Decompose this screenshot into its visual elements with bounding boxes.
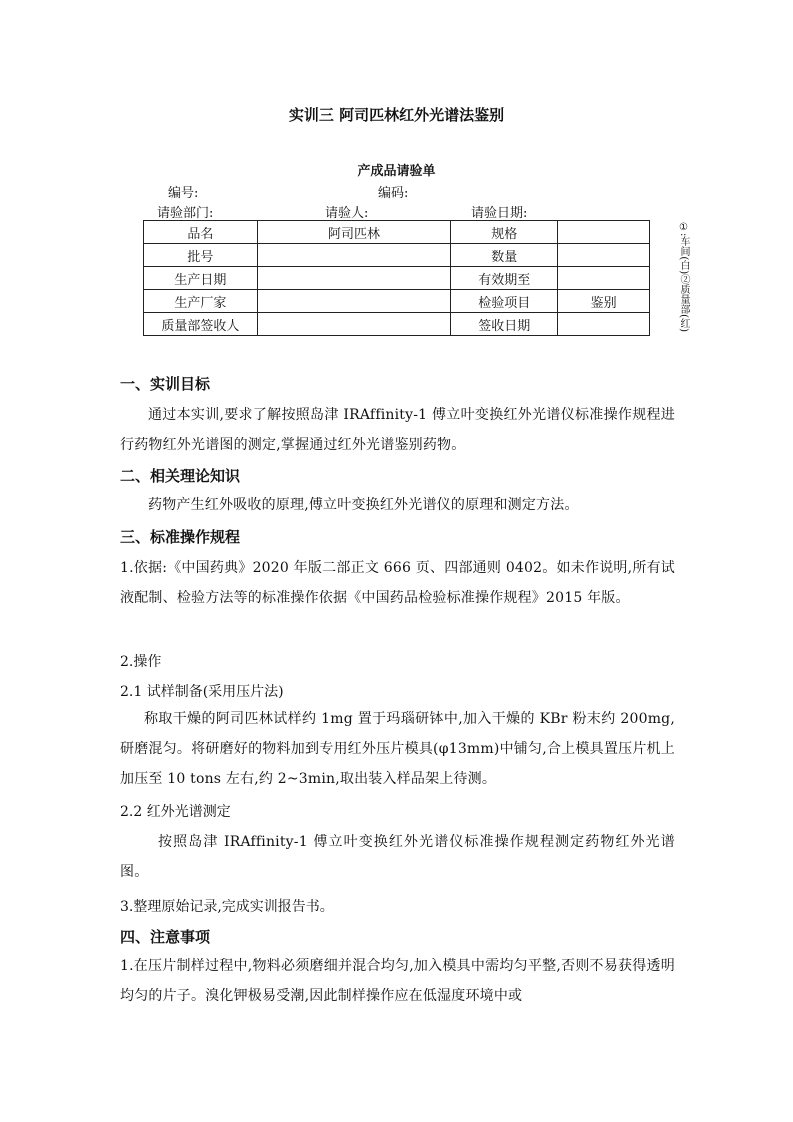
table-cell xyxy=(558,244,650,267)
request-date-label: 请验日期: xyxy=(471,206,528,221)
table-cell xyxy=(558,313,650,336)
table-cell xyxy=(257,244,451,267)
table-cell: 生产厂家 xyxy=(144,290,258,313)
table-cell xyxy=(558,221,650,244)
table-row xyxy=(144,221,650,244)
line-operation: 2.操作 xyxy=(120,654,162,670)
paragraph-ir-measurement: 按照岛津 IRAffinity-1 傅立叶变换红外光谱仪标准操作规程测定药物红外光谱图。 xyxy=(120,834,675,880)
table-cell xyxy=(257,267,451,290)
table-row xyxy=(144,313,650,336)
table-cell: 检验项目 xyxy=(451,290,558,313)
number-label: 编号: xyxy=(168,186,199,201)
code-label: 编码: xyxy=(378,186,409,201)
request-form-table xyxy=(143,220,650,336)
table-row xyxy=(144,290,650,313)
table-cell: 质量部签收人 xyxy=(144,313,258,336)
section-heading-procedure: 三、标准操作规程 xyxy=(120,528,241,546)
copy-distribution-note: ①:车间(白)②质量部(红) xyxy=(678,222,689,332)
table-cell xyxy=(257,290,451,313)
paragraph-objectives: 通过本实训,要求了解按照岛津 IRAffinity-1 傅立叶变换红外光谱仪标准操作规程进行药物红外光谱图的测定,掌握通过红外光谱鉴别药物。 xyxy=(120,407,675,453)
requester-label: 请验人: xyxy=(325,206,369,221)
table-cell: 阿司匹林 xyxy=(257,221,451,244)
table-cell xyxy=(558,267,650,290)
section-heading-objectives: 一、实训目标 xyxy=(120,375,211,393)
table-cell: 签收日期 xyxy=(451,313,558,336)
table-row xyxy=(144,244,650,267)
table-cell: 有效期至 xyxy=(451,267,558,290)
table-cell xyxy=(257,313,451,336)
table-cell: 生产日期 xyxy=(144,267,258,290)
table-cell: 批号 xyxy=(144,244,258,267)
paragraph-sample-prep: 称取干燥的阿司匹林试样约 1mg 置于玛瑙研钵中,加入干燥的 KBr 粉末约 200mg,研磨混匀。将研磨好的物料加到专用红外压片模具(φ13mm)中铺匀,合上模具置压片机上加压至 10 tons 左右,约 2~3min,取出装入样品架上待测。 xyxy=(120,711,675,787)
line-ir-measurement: 2.2 红外光谱测定 xyxy=(120,804,231,820)
line-records: 3.整理原始记录,完成实训报告书。 xyxy=(120,899,334,915)
table-cell: 品名 xyxy=(144,221,258,244)
paragraph-notes: 1.在压片制样过程中,物料必须磨细并混合均匀,加入模具中需均匀平整,否则不易获得透明均匀的片子。溴化钾极易受潮,因此制样操作应在低湿度环境中或 xyxy=(120,958,675,1004)
section-heading-theory: 二、相关理论知识 xyxy=(120,467,241,485)
paragraph-basis: 1.依据:《中国药典》2020 年版二部正文 666 页、四部通则 0402。如未作说明,所有试液配制、检验方法等的标准操作依据《中国药品检验标准操作规程》2015 年版。 xyxy=(120,560,675,606)
table-cell: 规格 xyxy=(451,221,558,244)
line-sample-prep: 2.1 试样制备(采用压片法) xyxy=(120,684,284,700)
form-title: 产成品请验单 xyxy=(357,164,436,179)
table-row xyxy=(144,267,650,290)
page-title: 实训三 阿司匹林红外光谱法鉴别 xyxy=(288,106,505,124)
table-cell: 数量 xyxy=(451,244,558,267)
paragraph-theory: 药物产生红外吸收的原理,傅立叶变换红外光谱仪的原理和测定方法。 xyxy=(148,497,579,513)
section-heading-notes: 四、注意事项 xyxy=(120,928,211,946)
dept-label: 请验部门: xyxy=(157,206,214,221)
table-cell: 鉴别 xyxy=(558,290,650,313)
